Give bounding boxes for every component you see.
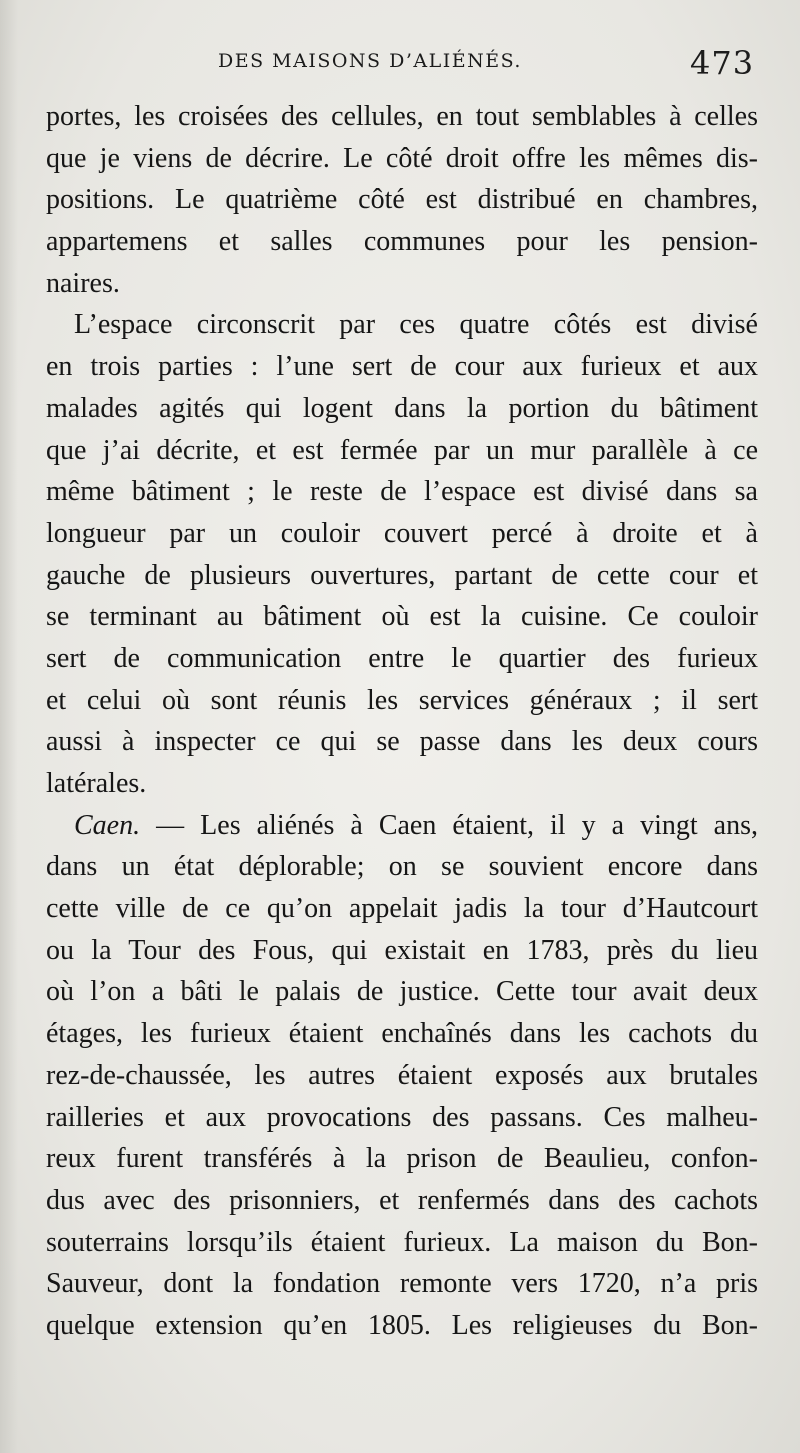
text-line: rez-de-chaussée, les autres étaient exposés aux brutales: [46, 1059, 758, 1091]
text-line: gauche de plusieurs ouvertures, partant de cette cour et: [46, 559, 758, 591]
paragraph: [46, 304, 758, 804]
text-line: longueur par un couloir couvert percé à droite et à: [46, 517, 758, 549]
text-line: appartemens et salles communes pour les pension-: [46, 226, 758, 258]
paragraph: [46, 805, 758, 1347]
paragraph: [46, 96, 758, 304]
text-line: dans un état déplorable; on se souvient encore dans: [46, 851, 758, 883]
text-line: [46, 805, 758, 847]
running-head: [0, 44, 800, 84]
text-line: railleries et aux provocations des passans. Ces malheu-: [46, 1101, 758, 1133]
text-line: cette ville de ce qu’on appelait jadis la tour d’Hautcourt: [46, 893, 758, 925]
body-text: [46, 96, 758, 1347]
text-line: ou la Tour des Fous, qui existait en 1783, près du lieu: [46, 934, 758, 966]
text-line: positions. Le quatrième côté est distribué en chambres,: [46, 184, 758, 216]
text-line: où l’on a bâti le palais de justice. Cette tour avait deux: [46, 976, 758, 1008]
text-line: se terminant au bâtiment où est la cuisine. Ce couloir: [46, 601, 758, 633]
text-line: aussi à inspecter ce qui se passe dans les deux cours: [46, 726, 758, 758]
text-line: dus avec des prisonniers, et renfermés dans des cachots: [46, 1184, 758, 1216]
text-line: que je viens de décrire. Le côté droit offre les mêmes dis-: [46, 142, 758, 174]
text-line: même bâtiment ; le reste de l’espace est divisé dans sa: [46, 476, 758, 508]
paragraph-lead-italic: Caen.: [74, 809, 141, 841]
text-line: malades agités qui logent dans la portion du bâtiment: [46, 392, 758, 424]
text-line: Sauveur, dont la fondation remonte vers 1720, n’a pris: [46, 1268, 758, 1300]
text-line: souterrains lorsqu’ils étaient furieux. La maison du Bon-: [46, 1226, 758, 1258]
text-line: portes, les croisées des cellules, en tout semblables à celles: [46, 101, 758, 132]
page-number: 473: [690, 44, 755, 82]
text-line: naires.: [46, 267, 120, 299]
text-line: que j’ai décrite, et est fermée par un mur parallèle à ce: [46, 434, 758, 466]
page-gutter-shadow: [0, 0, 18, 1453]
text-line: L’espace circonscrit par ces quatre côtés est divisé: [74, 309, 758, 341]
text-line-rest: — Les aliénés à Caen étaient, il y a vingt ans,: [156, 809, 758, 841]
text-line: et celui où sont réunis les services généraux ; il sert: [46, 684, 758, 716]
text-line: étages, les furieux étaient enchaînés dans les cachots du: [46, 1018, 758, 1050]
text-line: quelque extension qu’en 1805. Les religieuses du Bon-: [46, 1309, 758, 1341]
text-line: sert de communication entre le quartier des furieux: [46, 642, 758, 674]
text-line: en trois parties : l’une sert de cour aux furieux et aux: [46, 351, 758, 383]
text-line: latérales.: [46, 768, 147, 799]
text-line: reux furent transférés à la prison de Beaulieu, confon-: [46, 1143, 758, 1175]
running-title: DES MAISONS D’ALIÉNÉS.: [218, 50, 522, 72]
